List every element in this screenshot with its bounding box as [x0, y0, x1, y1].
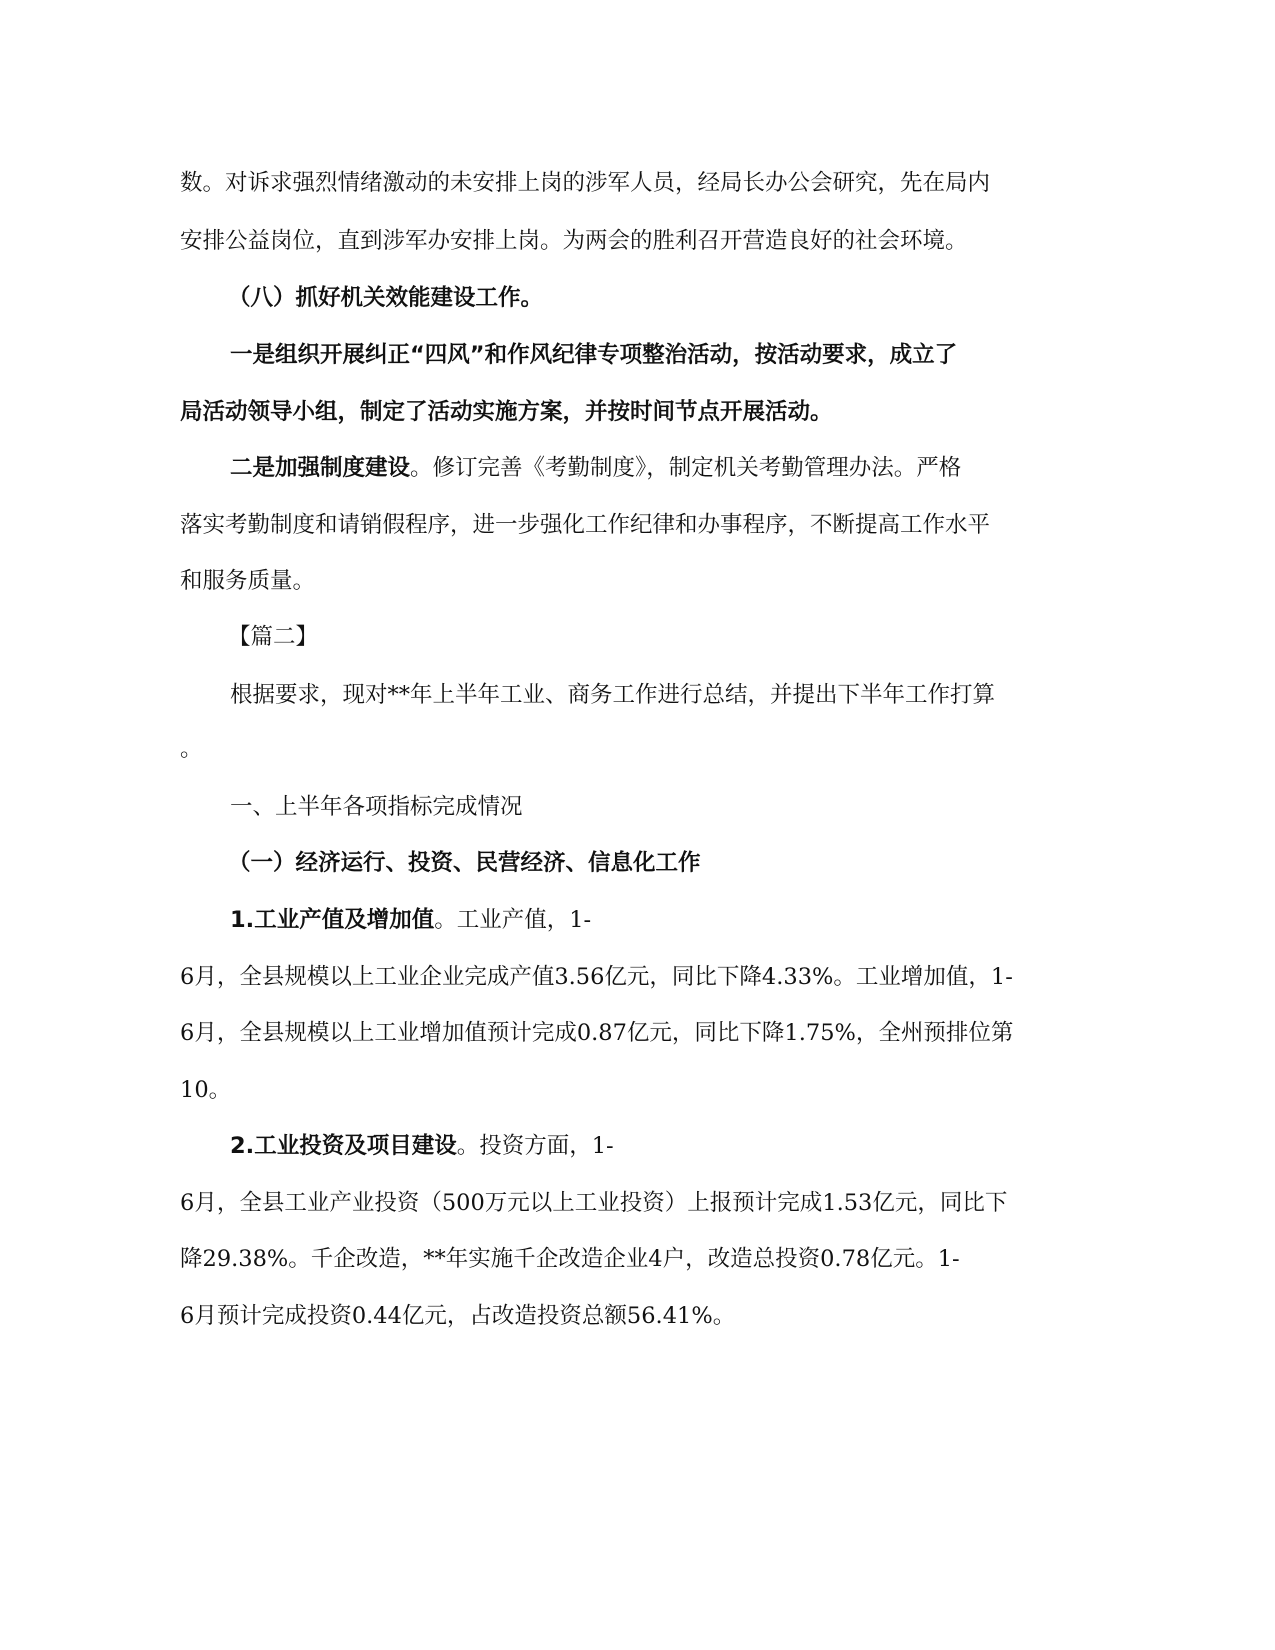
- paragraph-line: 6月，全县规模以上工业增加值预计完成0.87亿元，同比下降1.75%，全州预排位第: [180, 1020, 1014, 1046]
- paragraph-text: 。修订完善《考勤制度》，制定机关考勤管理办法。严格: [410, 455, 962, 481]
- paragraph-line: 10。: [180, 1077, 232, 1103]
- paragraph-line: 局活动领导小组，制定了活动实施方案，并按时间节点开展活动。: [180, 399, 833, 425]
- paragraph-lead: 二是加强制度建设: [230, 455, 411, 481]
- paragraph-line: 根据要求，现对**年上半年工业、商务工作进行总结，并提出下半年工作打算: [230, 682, 996, 708]
- paragraph-line: 降29.38%。千企改造，**年实施千企改造企业4户，改造总投资0.78亿元。1-: [180, 1246, 960, 1272]
- paragraph-line: 6月预计完成投资0.44亿元，占改造投资总额56.41%。: [180, 1303, 736, 1329]
- paragraph-line: 数。对诉求强烈情绪激动的未安排上岗的涉军人员，经局长办公会研究，先在局内: [180, 170, 991, 196]
- section-heading: 一、上半年各项指标完成情况: [230, 794, 523, 820]
- paragraph-line: 和服务质量。: [180, 568, 316, 594]
- paragraph-line: [230, 1131, 1130, 1161]
- paragraph-line: 6月，全县工业产业投资（500万元以上工业投资）上报预计完成1.53亿元，同比下: [180, 1190, 1008, 1216]
- item-lead: 2.工业投资及项目建设: [230, 1133, 457, 1159]
- paragraph-line: 安排公益岗位，直到涉军办安排上岗。为两会的胜利召开营造良好的社会环境。: [180, 228, 968, 254]
- item-text: 。投资方面，1-: [456, 1133, 614, 1159]
- paragraph-line: 6月，全县规模以上工业企业完成产值3.56亿元，同比下降4.33%。工业增加值，1-: [180, 964, 1013, 990]
- paragraph-line: 。: [180, 736, 203, 762]
- item-lead: 1.工业产值及增加值: [230, 907, 435, 933]
- paragraph-line: [230, 453, 1130, 483]
- section-heading: （八）抓好机关效能建设工作。: [228, 285, 544, 311]
- paragraph-line: 落实考勤制度和请销假程序，进一步强化工作纪律和办事程序，不断提高工作水平: [180, 512, 991, 538]
- paragraph-line: 一是组织开展纠正“四风”和作风纪律专项整治活动，按活动要求，成立了: [230, 342, 958, 368]
- paragraph-line: [230, 905, 1130, 935]
- section-marker: 【篇二】: [228, 624, 319, 650]
- item-text: 。工业产值，1-: [434, 907, 592, 933]
- subsection-heading: （一）经济运行、投资、民营经济、信息化工作: [228, 850, 701, 876]
